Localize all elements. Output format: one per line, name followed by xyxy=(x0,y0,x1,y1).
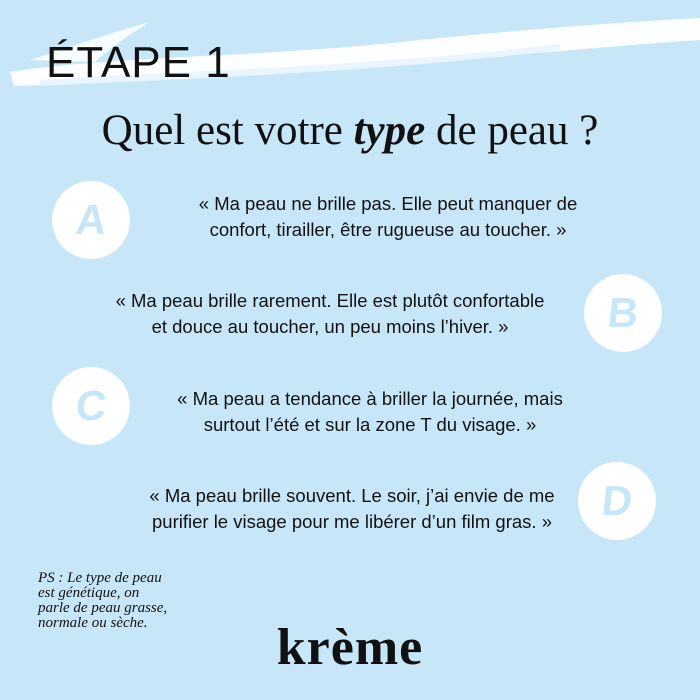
option-c-line-1: « Ma peau a tendance à briller la journée, mais xyxy=(177,388,563,409)
page-title xyxy=(0,106,700,155)
footnote-line-2: est génétique, on xyxy=(38,585,140,601)
title-emphasis: type xyxy=(353,107,426,154)
option-a-line-1: « Ma peau ne brille pas. Elle peut manquer de xyxy=(198,193,578,214)
title-part-2: de peau ? xyxy=(425,107,599,154)
option-b-badge xyxy=(584,274,662,352)
option-a-text xyxy=(138,191,638,243)
option-a-badge xyxy=(52,181,130,259)
option-b-line-2: et douce au toucher, un peu moins l’hiver. » xyxy=(151,316,509,337)
option-c-line-2: surtout l’été et sur la zone T du visage. » xyxy=(203,414,537,435)
option-d-letter: D xyxy=(599,477,635,524)
step-label: ÉTAPE 1 xyxy=(46,38,231,87)
option-b-letter: B xyxy=(605,289,641,336)
option-d-line-1: « Ma peau brille souvent. Le soir, j’ai envie de me xyxy=(149,485,555,506)
footnote-line-1: PS : Le type de peau xyxy=(38,570,162,586)
option-a-line-2: confort, tirailler, être rugueuse au toucher. » xyxy=(209,219,567,240)
option-d-line-2: purifier le visage pour me libérer d’un film gras. » xyxy=(152,511,552,532)
option-b-line-1: « Ma peau brille rarement. Elle est plutôt confortable xyxy=(115,290,545,311)
option-b-text xyxy=(80,288,580,340)
footnote-line-4: normale ou sèche. xyxy=(38,615,148,631)
title-part-1: Quel est votre xyxy=(101,107,354,154)
option-a-letter: A xyxy=(73,196,109,243)
option-c-text xyxy=(120,386,620,438)
option-c-badge xyxy=(52,367,130,445)
brand-logo: krème xyxy=(276,619,424,676)
footnote-line-3: parle de peau grasse, xyxy=(38,600,168,616)
option-d-text xyxy=(92,483,612,535)
option-c-letter: C xyxy=(73,382,109,429)
